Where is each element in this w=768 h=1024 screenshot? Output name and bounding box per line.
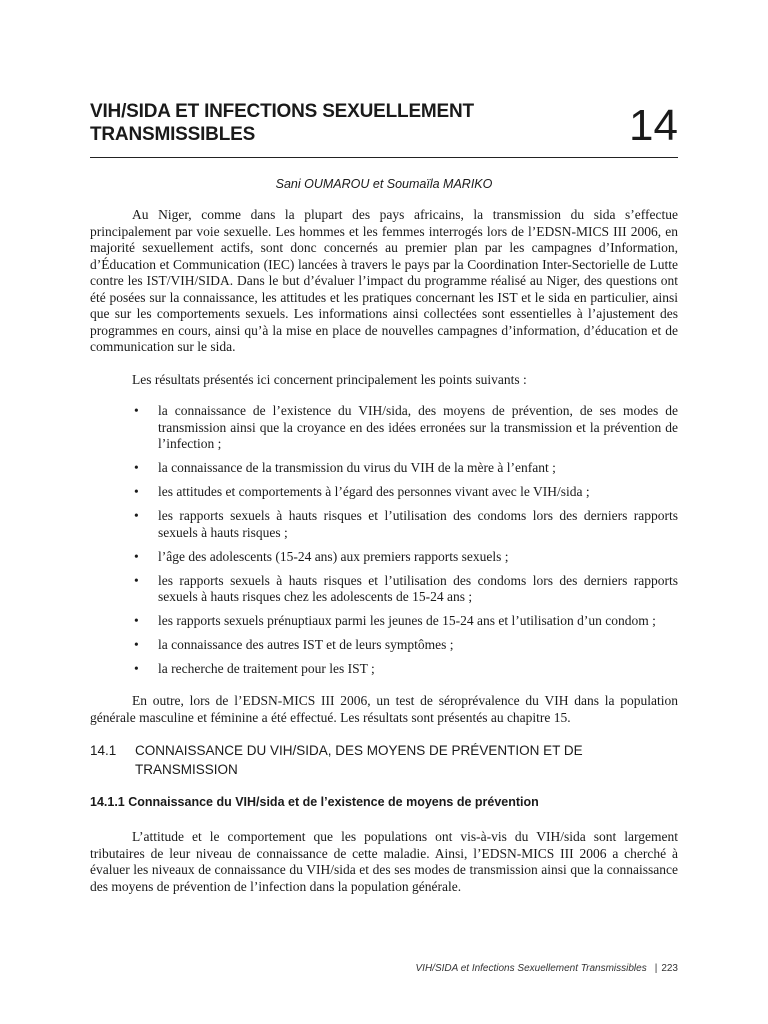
list-item: [90, 661, 678, 678]
list-item: [90, 549, 678, 566]
list-item-text: l’âge des adolescents (15-24 ans) aux premiers rapports sexuels ;: [158, 548, 509, 564]
intro-paragraph-1: Au Niger, comme dans la plupart des pays africains, la transmission du sida s’effectue principalement par voie sexuelle. Les hommes et les femmes interrogés lors de l’EDSN-MICS III 2006, en majorité sexuellement actifs, sont donc concernés au premier plan par les campagnes d’Information, d’Éducation et Communication (IEC) lancées à travers le pays par la Coordination Inter-Sectorielle de Lutte contre les IST/VIH/SIDA. Dans le but d’évaluer l’impact du programme réalisé au Niger, des questions ont été posées sur la connaissance, les attitudes et les pratiques concernant les IST et le sida en particulier, ainsi que sur les comportements sexuels. Les informations ainsi collectées sont essentielles à l’ajustement des programmes en cours, ainsi qu’à la mise en place de nouvelles campagnes d’information, d’éducation et de communication sur le sida.: [90, 207, 678, 354]
section-number: 14.1: [90, 743, 117, 758]
bullet-icon: •: [134, 484, 139, 499]
list-item-text: les attitudes et comportements à l’égard des personnes vivant avec le VIH/sida ;: [158, 484, 590, 499]
list-item: [90, 403, 678, 453]
intro-paragraph-3: En outre, lors de l’EDSN-MICS III 2006, un test de séroprévalence du VIH dans la population générale masculine et féminine a été effectué. Les résultats sont présentés au chapitre 15.: [90, 693, 678, 725]
bullet-icon: •: [134, 572, 139, 588]
bullet-list: [90, 403, 678, 685]
page-footer: [416, 963, 679, 974]
list-item-text: les rapports sexuels à hauts risques et l’utilisation des condoms lors des derniers rapports sexuels à hauts risques chez les adolescents de 15-24 ans ;: [158, 572, 678, 604]
bullet-icon: •: [134, 613, 139, 628]
list-item-text: les rapports sexuels à hauts risques et l’utilisation des condoms lors des derniers rapports sexuels à hauts risques ;: [158, 508, 678, 540]
chapter-number: 14: [629, 101, 678, 150]
list-item: [90, 508, 678, 541]
intro-paragraph-2: Les résultats présentés ici concernent principalement les points suivants :: [132, 372, 527, 387]
list-item: [90, 573, 678, 606]
bullet-icon: •: [134, 548, 139, 564]
list-item-text: les rapports sexuels prénuptiaux parmi les jeunes de 15-24 ans et l’utilisation d’un condom ;: [158, 613, 656, 628]
bullet-icon: •: [134, 661, 139, 676]
list-item-text: la connaissance de la transmission du virus du VIH de la mère à l’enfant ;: [158, 460, 556, 475]
bullet-icon: •: [134, 637, 139, 652]
authors-line: Sani OUMAROU et Soumaïla MARIKO: [275, 177, 493, 191]
subsection-heading: 14.1.1 Connaissance du VIH/sida et de l’existence de moyens de prévention: [90, 795, 539, 809]
page-number: 223: [661, 963, 678, 974]
list-item: [90, 613, 678, 630]
chapter-title: VIH/SIDA ET INFECTIONS SEXUELLEMENT TRANSMISSIBLES: [90, 101, 474, 145]
list-item: [90, 460, 678, 477]
subsection-paragraph: L’attitude et le comportement que les populations ont vis-à-vis du VIH/sida sont largement tributaires de leur niveau de connaissance de cette maladie. Ainsi, l’EDSN-MICS III 2006 a cherché à évaluer les niveaux de connaissance du VIH/sida et des ses modes de transmission ainsi que la connaissance des moyens de prévention de l’infection dans la population générale.: [90, 829, 678, 894]
list-item-text: la connaissance des autres IST et de leurs symptômes ;: [158, 637, 454, 652]
bullet-icon: •: [134, 403, 139, 418]
section-title: CONNAISSANCE DU VIH/SIDA, DES MOYENS DE PRÉVENTION ET DE TRANSMISSION: [135, 743, 583, 777]
list-item: [90, 484, 678, 501]
list-item: [90, 637, 678, 654]
bullet-icon: •: [134, 460, 139, 475]
footer-chapter-title: VIH/SIDA et Infections Sexuellement Transmissibles: [415, 963, 647, 974]
list-item-text: la recherche de traitement pour les IST ;: [158, 661, 375, 676]
list-item-text: la connaissance de l’existence du VIH/sida, des moyens de prévention, de ses modes de transmission ainsi que la croyance en des idées erronées sur la transmission et la prévention de l’infection ;: [158, 403, 678, 451]
footer-separator: |: [654, 963, 658, 974]
title-divider: [90, 157, 678, 158]
bullet-icon: •: [134, 508, 139, 523]
